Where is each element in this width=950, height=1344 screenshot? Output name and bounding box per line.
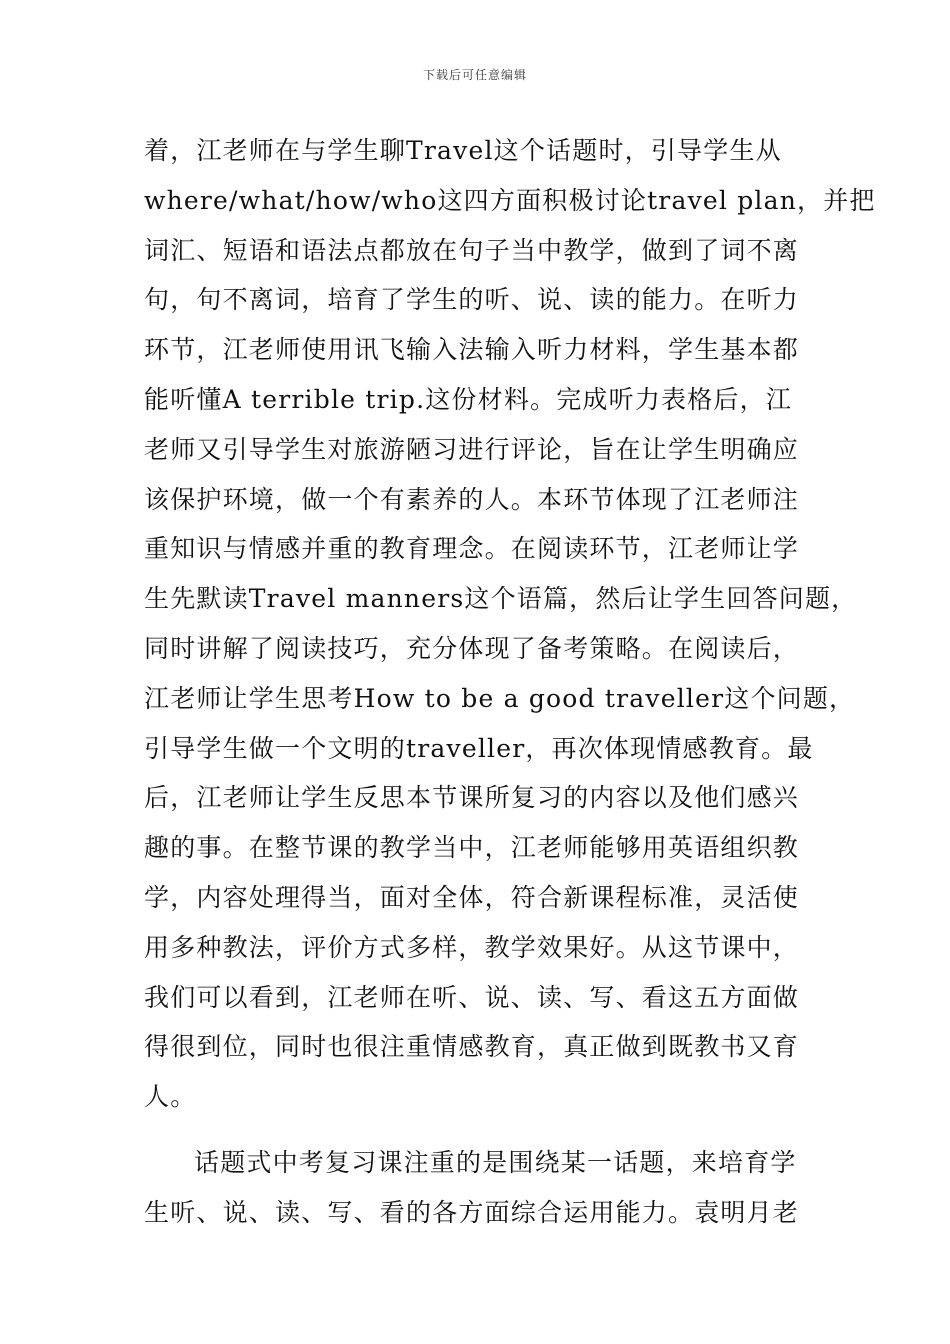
text-line: 重知识与情感并重的教育理念。在阅读环节，江老师让学 <box>144 534 800 564</box>
text-line: 老师又引导学生对旅游陋习进行评论，旨在让学生明确应 <box>144 434 800 464</box>
text-line: 能听懂A terrible trip.这份材料。完成听力表格后，江 <box>144 384 793 414</box>
text-line: 生先默读Travel manners这个语篇，然后让学生回答问题， <box>144 584 858 614</box>
document-body <box>144 126 876 1238</box>
text-line: 着，江老师在与学生聊Travel这个话题时，引导学生从 <box>144 136 782 165</box>
paragraph-2 <box>144 1138 814 1238</box>
text-line: 话题式中考复习课注重的是围绕某一话题，来培育学 <box>194 1147 797 1177</box>
text-line: where/what/how/who这四方面积极讨论travel plan，并把 <box>144 185 876 215</box>
text-line: 学，内容处理得当，面对全体，符合新课程标准，灵活使 <box>144 882 800 912</box>
text-line: 该保护环境，做一个有素养的人。本环节体现了江老师注 <box>144 484 800 514</box>
text-line: 句，句不离词，培育了学生的听、说、读的能力。在听力 <box>144 285 800 315</box>
text-line: 得很到位，同时也很注重情感教育，真正做到既教书又育 <box>144 1032 800 1062</box>
text-line: 我们可以看到，江老师在听、说、读、写、看这五方面做 <box>144 982 800 1012</box>
paragraph-spacer <box>144 1122 814 1138</box>
text-line: 人。 <box>144 1082 197 1112</box>
text-line: 生听、说、读、写、看的各方面综合运用能力。袁明月老 <box>144 1197 800 1227</box>
paragraph-1 <box>144 126 876 1122</box>
text-line: 词汇、短语和语法点都放在句子当中教学，做到了词不离 <box>144 235 800 265</box>
text-line: 引导学生做一个文明的traveller，再次体现情感教育。最 <box>144 733 814 763</box>
text-line: 后，江老师让学生反思本节课所复习的内容以及他们感兴 <box>144 783 800 813</box>
text-line: 同时讲解了阅读技巧，充分体现了备考策略。在阅读后， <box>144 633 800 663</box>
text-line: 趣的事。在整节课的教学当中，江老师能够用英语组织教 <box>144 833 800 863</box>
text-line: 用多种教法，评价方式多样，教学效果好。从这节课中， <box>144 932 800 962</box>
text-line: 环节，江老师使用讯飞输入法输入听力材料，学生基本都 <box>144 335 800 365</box>
page-header: 下载后可任意编辑 <box>422 68 527 82</box>
text-line: 江老师让学生思考How to be a good traveller这个问题， <box>144 683 856 713</box>
